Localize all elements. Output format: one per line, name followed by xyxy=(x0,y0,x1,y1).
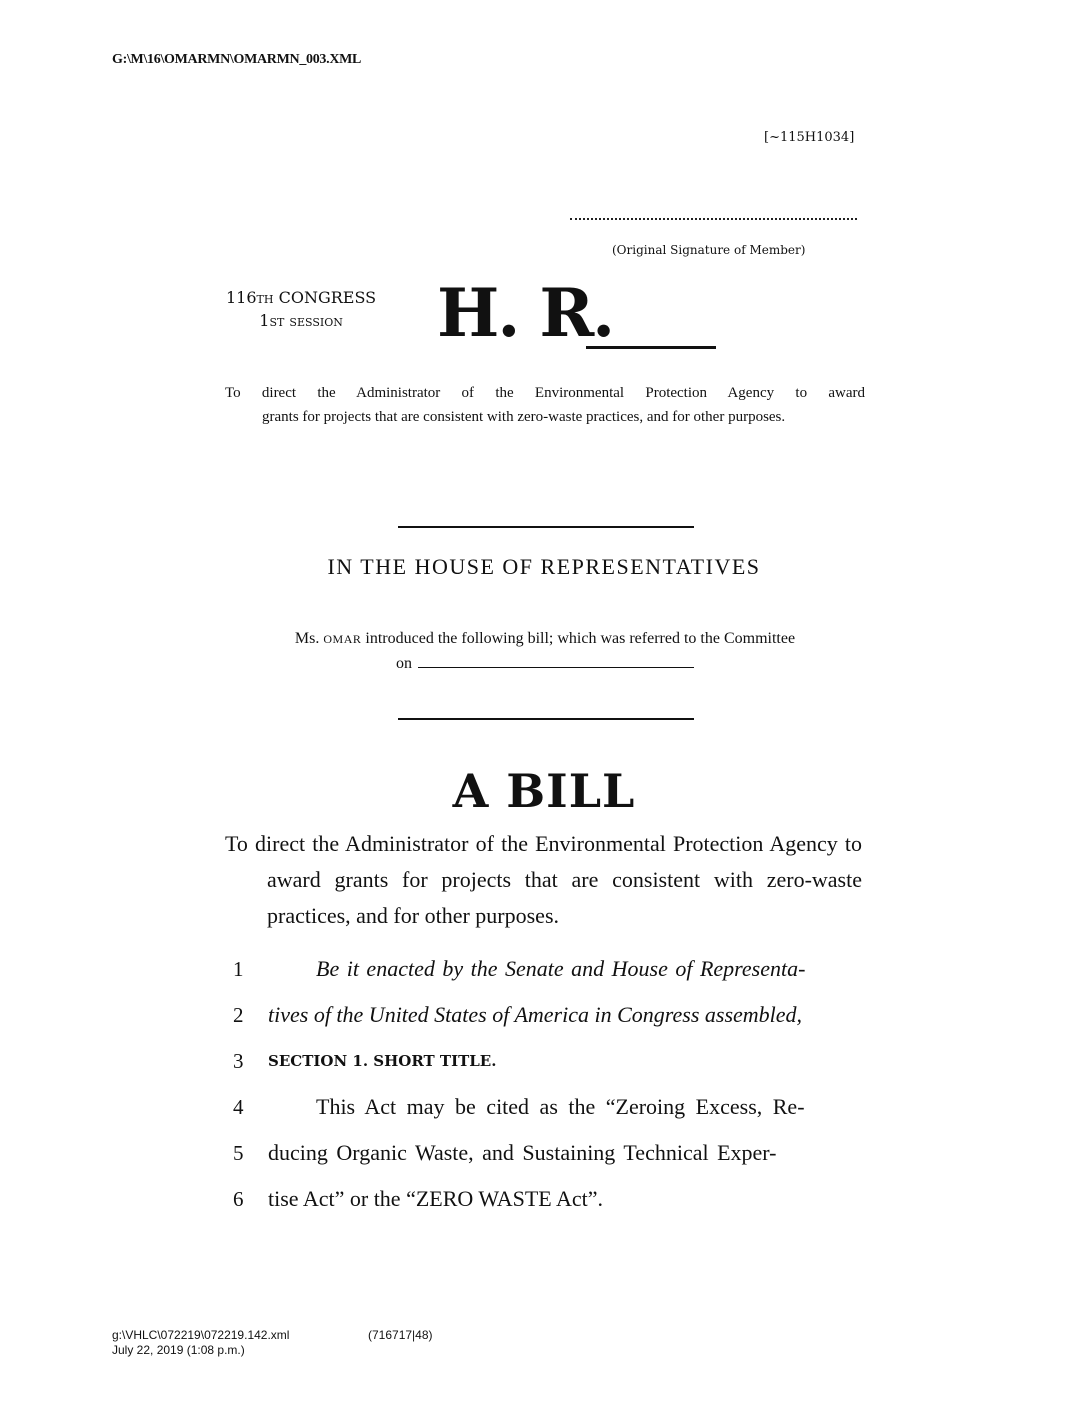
footer-date: July 22, 2019 (1:08 p.m.) xyxy=(112,1343,245,1357)
short-title-line1: To direct the Administrator of the Environmental Protection Agency to award xyxy=(225,385,865,401)
short-title-rest: grants for projects that are consistent with zero-waste practices, and for other purposes. xyxy=(262,409,786,425)
footer-file-path: g:\VHLC\072219\072219.142.xml xyxy=(112,1328,290,1342)
bill-line xyxy=(225,1180,865,1226)
line-text: Be it enacted by the Senate and House of Representa- xyxy=(316,956,806,981)
long-title: To direct the Administrator of the Environmental Protection Agency to award grants for projects that are consistent with zero-waste practices, and for other purposes. xyxy=(225,831,862,928)
bill-number-blank xyxy=(586,346,716,349)
line-text: tives of the United States of America in Congress assembled, xyxy=(268,1002,803,1027)
line-number: 3 xyxy=(233,1049,244,1073)
line-number: 4 xyxy=(233,1095,244,1119)
committee-blank xyxy=(418,651,694,668)
short-title xyxy=(225,381,865,429)
introduction xyxy=(225,627,865,676)
introduction-text: introduced the following bill; which was referred to the Committee xyxy=(365,630,796,647)
congress-label: 116TH CONGRESS xyxy=(226,288,377,307)
line-number: 6 xyxy=(233,1187,244,1211)
footer-code: (716717|48) xyxy=(368,1328,433,1342)
signature-line xyxy=(570,218,857,220)
bill-text xyxy=(225,950,865,1226)
line-number: 2 xyxy=(233,1003,244,1027)
line-text: ducing Organic Waste, and Sustaining Technical Exper- xyxy=(268,1140,777,1165)
divider-rule xyxy=(398,718,694,720)
line-text: This Act may be cited as the “Zeroing Excess, Re- xyxy=(316,1094,805,1119)
signature-label: (Original Signature of Member) xyxy=(612,243,806,257)
congress-session-block xyxy=(226,287,376,333)
bill-line xyxy=(225,1134,865,1180)
bill-line xyxy=(225,950,865,996)
bill-line xyxy=(225,1042,865,1088)
divider-rule xyxy=(398,526,694,528)
draft-id: [~115H1034] xyxy=(764,130,855,145)
on-label: on xyxy=(396,655,412,672)
line-number: 5 xyxy=(233,1141,244,1165)
section-heading: SECTION 1. SHORT TITLE. xyxy=(268,1052,497,1070)
line-number: 1 xyxy=(233,957,244,981)
session-label: 1ST session xyxy=(259,311,343,330)
sponsor-prefix: Ms. xyxy=(294,630,320,647)
sponsor-name: OMAR xyxy=(323,632,362,646)
bill-line xyxy=(225,1088,865,1134)
chamber-heading: IN THE HOUSE OF REPRESENTATIVES xyxy=(327,554,761,579)
file-path: G:\M\16\OMARMN\OMARMN_003.XML xyxy=(112,52,362,67)
line-text: tise Act” or the “ZERO WASTE Act”. xyxy=(268,1186,604,1211)
bill-number-prefix: H. R. xyxy=(437,274,614,352)
bill-line xyxy=(225,996,865,1042)
bill-heading: A BILL xyxy=(452,764,636,818)
footer xyxy=(112,1328,433,1358)
